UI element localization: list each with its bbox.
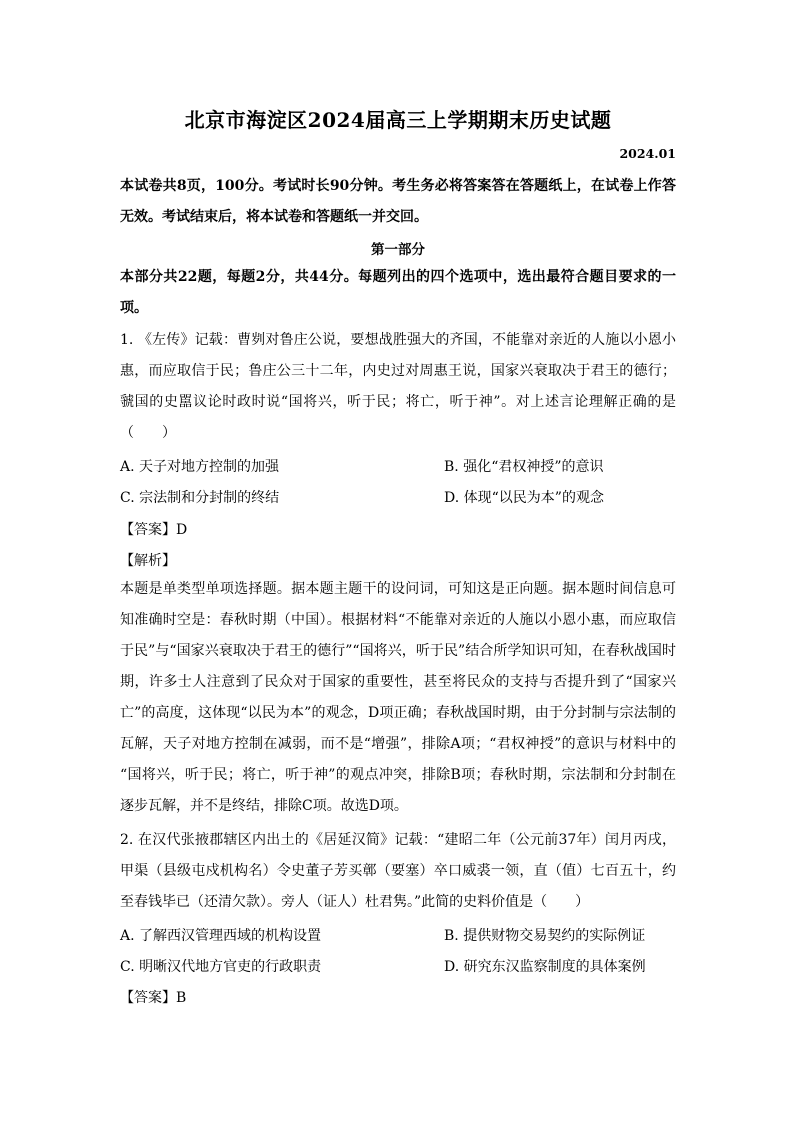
analysis-line: 于民”与“国家兴衰取决于君王的德行”“国将兴，听于民”结合所学知识可知，在春秋战国时 (120, 643, 676, 659)
question-2-stem (120, 825, 676, 918)
question-1-analysis (120, 574, 676, 822)
question-1-answer: 【答案】D (120, 522, 188, 538)
question-line: 虢国的史嚚议论时政时说“国将兴，听于民；将亡，听于神”。对上述言论理解正确的是 (120, 394, 676, 410)
analysis-line: 瓦解，天子对地方控制在减弱，而不是“增强”，排除A项；“君权神授”的意识与材料中的 (120, 736, 676, 752)
question-2-option-b: B. 提供财物交易契约的实际例证 (444, 928, 646, 944)
section-intro-line: 本部分共22题，每题2分，共44分。每题列出的四个选项中，选出最符合题目要求的一 (120, 269, 676, 285)
question-line: 1. 《左传》记载：曹刿对鲁庄公说，要想战胜强大的齐国，不能靠对亲近的人施以小恩小 (120, 332, 676, 348)
question-2-answer: 【答案】B (120, 990, 187, 1006)
question-line: 甲渠（县级屯戍机构名）令史董子芳买鄣（要塞）卒口威裘一领，直（值）七百五十，约 (120, 863, 676, 879)
question-line: （ ） (120, 425, 176, 441)
question-1-stem (120, 325, 676, 449)
question-1-option-b: B. 强化“君权神授”的意识 (444, 459, 604, 475)
question-1-analysis-label: 【解析】 (120, 553, 176, 569)
instructions-line: 本试卷共8页，100分。考试时长90分钟。考生务必将答案答在答题纸上，在试卷上作答 (120, 178, 676, 194)
analysis-line: 本题是单类型单项选择题。据本题主题干的设问词，可知这是正向题。据本题时间信息可 (120, 581, 676, 597)
analysis-line: “国将兴，听于民；将亡，听于神”的观点冲突，排除B项；春秋时期，宗法制和分封制在 (120, 767, 676, 783)
section-title: 第一部分 (371, 242, 425, 258)
question-line: 2. 在汉代张掖郡辖区内出土的《居延汉简》记载：“建昭二年（公元前37年）闰月丙戌， (120, 832, 676, 848)
question-line: 惠，而应取信于民；鲁庄公三十二年，内史过对周惠王说，国家兴衰取决于君王的德行； (120, 363, 676, 379)
section-intro-line: 项。 (120, 300, 148, 316)
question-2-option-c: C. 明晰汉代地方官吏的行政职责 (120, 959, 322, 975)
question-2-option-d: D. 研究东汉监察制度的具体案例 (444, 959, 646, 975)
question-2-option-a: A. 了解西汉管理西域的机构设置 (120, 928, 322, 944)
analysis-line: 亡”的高度，这体现“以民为本”的观念，D项正确；春秋战国时期，由于分封制与宗法制的 (120, 705, 676, 721)
page-title: 北京市海淀区2024届高三上学期期末历史试题 (184, 108, 612, 132)
instructions (120, 171, 676, 233)
analysis-line: 期，许多士人注意到了民众对于国家的重要性，甚至将民众的支持与否提升到了“国家兴 (120, 674, 676, 690)
analysis-line: 知准确时空是：春秋时期（中国）。根据材料“不能靠对亲近的人施以小恩小惠，而应取信 (120, 612, 676, 628)
question-1-option-a: A. 天子对地方控制的加强 (120, 459, 280, 475)
section-intro (120, 262, 676, 324)
question-line: 至春钱毕已（还清欠款）。旁人（证人）杜君隽。”此简的史料价值是（ ） (120, 894, 590, 910)
question-1-option-c: C. 宗法制和分封制的终结 (120, 490, 280, 506)
question-1-option-d: D. 体现“以民为本”的观念 (444, 490, 604, 506)
exam-date: 2024.01 (619, 146, 676, 161)
analysis-line: 逐步瓦解，并不是终结，排除C项。故选D项。 (120, 798, 408, 814)
instructions-line: 无效。考试结束后，将本试卷和答题纸一并交回。 (120, 209, 428, 225)
